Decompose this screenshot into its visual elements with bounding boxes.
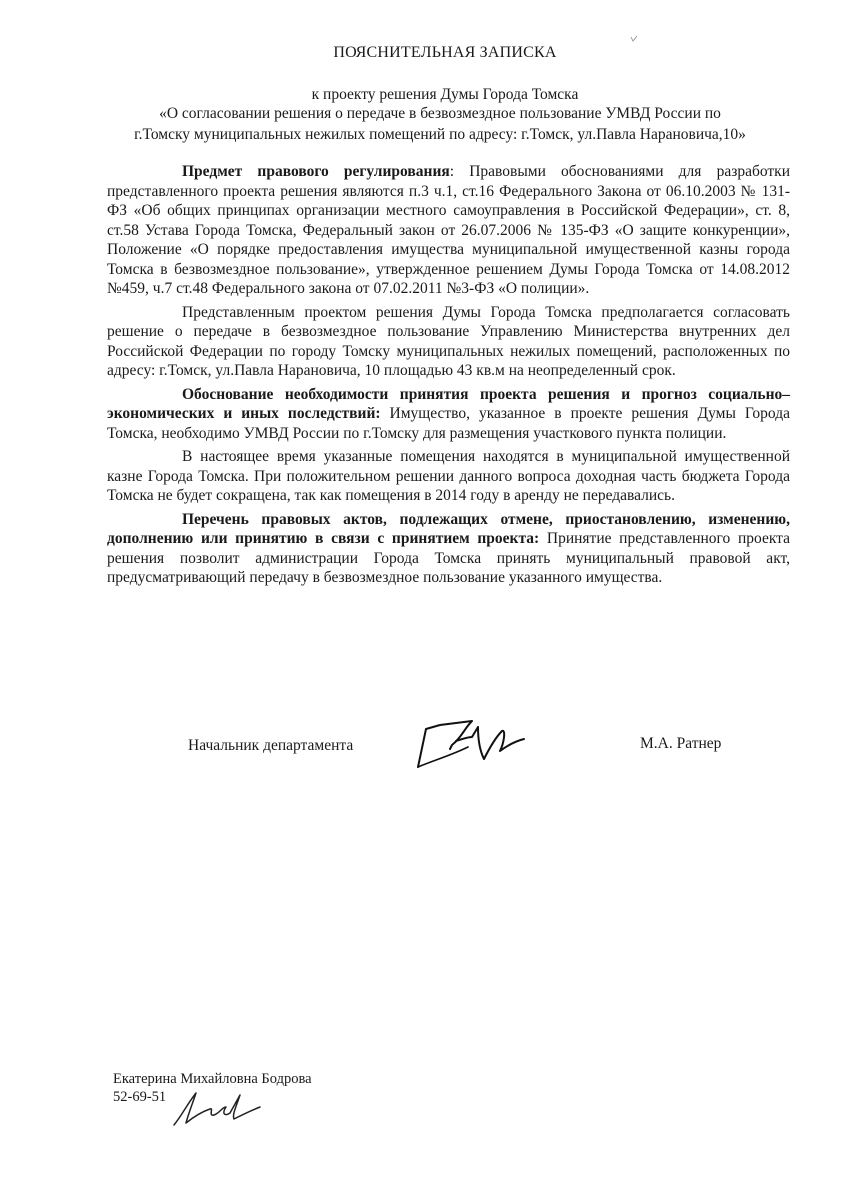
document-subject — [100, 103, 780, 145]
executor-name: Екатерина Михайловна Бодрова — [113, 1071, 312, 1087]
paragraph-legal-basis — [107, 162, 790, 299]
paragraph-justification — [107, 385, 790, 444]
handwritten-signature-icon — [412, 715, 532, 770]
signatory-position: Начальник департамента — [188, 737, 354, 754]
subject-line-1: «О согласовании решения о передаче в безвозмездное пользование УМВД России по — [159, 105, 721, 122]
paragraph-text: Представленным проектом решения Думы Города Томска предполагается согласовать решение о передаче в безвозмездное пользование Управлению Министерства внутренних дел Российской Федерации по городу Томску муниципальных нежилых помещений, расположенных по адресу: г.Томск, ул.Павла Нарановича, 10 площадью 43 кв.м на неопределенный срок. — [107, 303, 790, 379]
signature-block — [0, 735, 850, 775]
paragraph-text: : Правовыми обоснованиями для разработки представленного проекта решения являются п.3 ч.1, ст.16 Федерального Закона от 06.10.2003 № 131-ФЗ «Об общих принципах организации местного самоуправления в Российской Федерации», ст. 8, ст.58 Устава Города Томска, Федеральный закон от 26.07.2006 № 135-ФЗ «О защите конкуренции», Положение «О порядке предоставления имущества муниципальной имущественной казны города Томска в безвозмездное пользование», утвержденное решением Думы Города Томска от 14.08.2012 №459, ч.7 ст.48 Федерального закона от 07.02.2011 №3-ФЗ «О полиции». — [107, 163, 790, 297]
subject-line-2: г.Томску муниципальных нежилых помещений по адресу: г.Томск, ул.Павла Нарановича,10» — [134, 126, 746, 143]
paragraph-heading: Предмет правового регулирования — [182, 163, 450, 180]
paragraph-heading: Перечень правовых актов, подлежащих отмене, приостановлению, изменению, дополнению или принятию в связи с принятием проекта: — [107, 510, 790, 547]
executor-phone: 52-69-51 — [113, 1089, 167, 1105]
signatory-name: М.А. Ратнер — [640, 735, 722, 752]
document-subtitle: к проекту решения Думы Города Томска — [311, 86, 579, 103]
executor-signature-icon — [170, 1085, 265, 1130]
paragraph-heading: Обоснование необходимости принятия проекта решения и прогноз социально–экономических и иных последствий: — [107, 385, 790, 422]
paragraph-proposal — [107, 303, 790, 381]
paragraph-legal-acts — [107, 510, 790, 588]
paragraph-text: Принятие представленного проекта решения позволит администрации Города Томска принять муниципальный правовой акт, предусматривающий передачу в безвозмездное пользование указанного имущества. — [107, 530, 790, 586]
paragraph-text: В настоящее время указанные помещения находятся в муниципальной имущественной казне Города Томска. При положительном решении данного вопроса доходная часть бюджета Города Томска не будет сокращена, так как помещения в 2014 году в аренду не передавались. — [107, 448, 790, 504]
document-title: ПОЯСНИТЕЛЬНАЯ ЗАПИСКА — [333, 44, 557, 61]
document-body — [107, 162, 790, 592]
paragraph-budget — [107, 447, 790, 506]
scan-mark-icon — [630, 35, 638, 43]
paragraph-text: Имущество, указанное в проекте решения Думы Города Томска, необходимо УМВД России по г.Томску для размещения участкового пункта полиции. — [107, 405, 790, 442]
